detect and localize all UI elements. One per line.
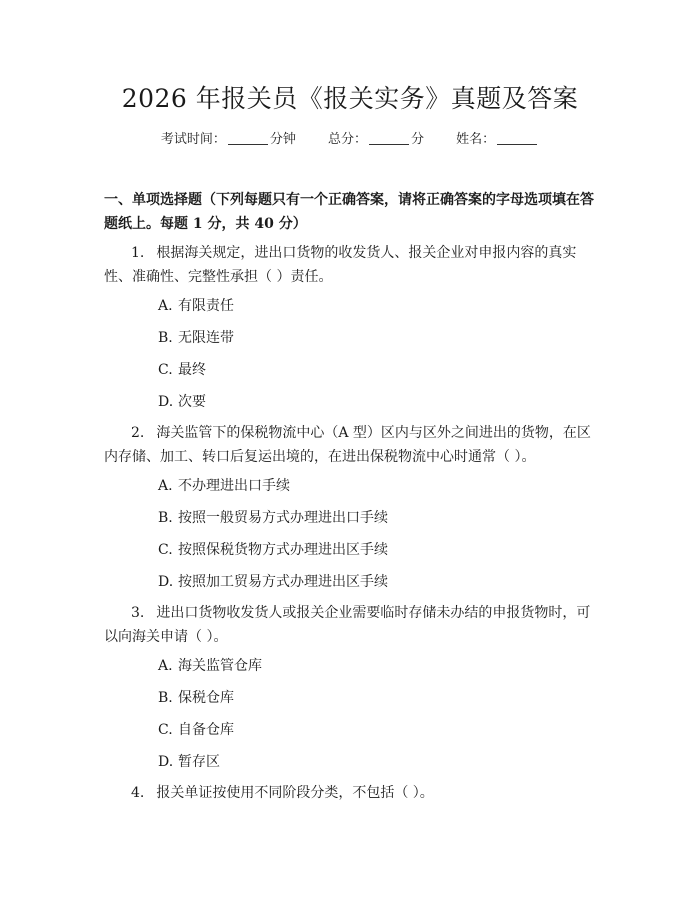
exam-info-line [0, 130, 700, 150]
question-4-number: 4. [131, 785, 145, 801]
option-letter: C. [158, 722, 173, 738]
total-score-unit: 分 [411, 132, 425, 147]
option-text: 无限连带 [178, 330, 234, 346]
exam-time-blank [228, 130, 268, 145]
question-1-text: 根据海关规定，进出口货物的收发货人、报关企业对申报内容的真实性、准确性、完整性承担（ ）责任。 [104, 245, 577, 285]
question-1-option-c [158, 360, 206, 380]
name-field [456, 130, 539, 150]
question-3-option-b [158, 688, 234, 708]
option-text: 海关监管仓库 [178, 658, 262, 674]
option-text: 按照加工贸易方式办理进出区手续 [178, 574, 388, 590]
option-letter: B. [158, 510, 173, 526]
option-letter: B. [158, 690, 173, 706]
question-4-text: 报关单证按使用不同阶段分类，不包括（ ）。 [156, 785, 434, 801]
total-score-label: 总分： [327, 132, 367, 147]
exam-time-field [161, 130, 296, 150]
option-letter: C. [158, 362, 173, 378]
question-3-option-a [158, 656, 262, 676]
question-2-text: 海关监管下的保税物流中心（A 型）区内与区外之间进出的货物，在区内存储、加工、转口后复运出境的，在进出保税物流中心时通常（ ）。 [104, 425, 591, 465]
question-3-number: 3. [131, 605, 145, 621]
total-score-field [328, 130, 424, 150]
option-letter: D. [158, 394, 174, 410]
question-2-option-a [158, 476, 290, 496]
exam-time-unit: 分钟 [269, 132, 296, 147]
total-score-blank [369, 130, 409, 145]
option-text: 有限责任 [178, 298, 234, 314]
name-label: 姓名： [456, 132, 496, 147]
question-2-number: 2. [131, 425, 145, 441]
option-letter: B. [158, 330, 173, 346]
option-text: 暂存区 [178, 754, 220, 770]
option-text: 保税仓库 [178, 690, 234, 706]
question-4-stem [104, 781, 598, 805]
exam-time-label: 考试时间： [160, 132, 226, 147]
question-1-stem [104, 241, 598, 289]
option-text: 按照保税货物方式办理进出区手续 [178, 542, 388, 558]
option-text: 次要 [178, 394, 206, 410]
option-letter: D. [158, 754, 174, 770]
question-1-option-a [158, 296, 234, 316]
question-2-stem [104, 421, 598, 469]
section-heading: 一、单项选择题（下列每题只有一个正确答案，请将正确答案的字母选项填在答题纸上。每题 1 分，共 40 分） [104, 192, 594, 232]
question-3-stem [104, 601, 598, 649]
option-text: 自备仓库 [178, 722, 234, 738]
option-letter: D. [158, 574, 174, 590]
option-letter: C. [158, 542, 173, 558]
option-text: 按照一般贸易方式办理进出口手续 [178, 510, 388, 526]
question-2-option-d [158, 572, 388, 592]
option-text: 最终 [178, 362, 206, 378]
question-1-option-d [158, 392, 206, 412]
question-3-option-d [158, 752, 220, 772]
option-letter: A. [158, 478, 173, 494]
name-blank [497, 130, 537, 145]
question-1-number: 1. [131, 245, 145, 261]
question-3-option-c [158, 720, 234, 740]
question-1-option-b [158, 328, 234, 348]
question-2-option-b [158, 508, 388, 528]
question-2-option-c [158, 540, 388, 560]
question-3-text: 进出口货物收发货人或报关企业需要临时存储未办结的申报货物时，可以向海关申请（ ）。 [104, 605, 591, 645]
option-letter: A. [158, 298, 173, 314]
document-title: 2026 年报关员《报关实务》真题及答案 [121, 84, 579, 113]
option-text: 不办理进出口手续 [178, 478, 290, 494]
option-letter: A. [158, 658, 173, 674]
